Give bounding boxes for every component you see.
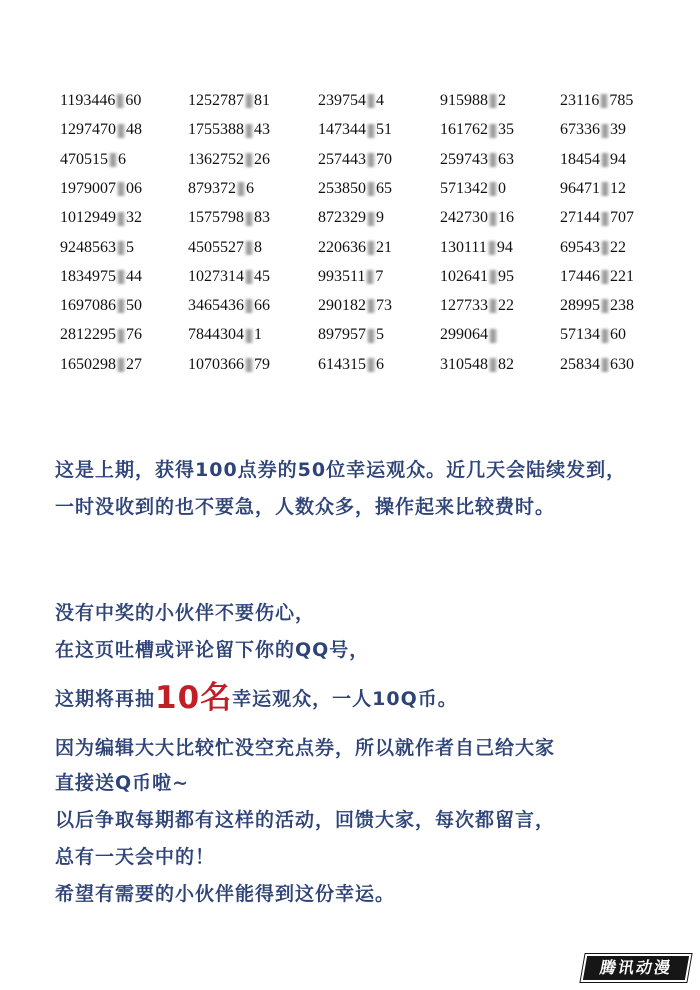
mosaic-mask bbox=[489, 124, 497, 138]
qq-number-prefix: 1834975 bbox=[60, 267, 116, 285]
invitation-line: 以后争取每期都有这样的活动，回馈大家，每次都留言， bbox=[55, 809, 556, 831]
masked-qq-number bbox=[560, 297, 634, 315]
invitation-line-prize bbox=[55, 672, 458, 717]
qq-number-suffix: 22 bbox=[498, 297, 514, 315]
mosaic-mask bbox=[367, 241, 375, 255]
mosaic-mask bbox=[117, 358, 125, 372]
masked-qq-number bbox=[188, 356, 270, 374]
mosaic-mask bbox=[367, 153, 375, 167]
masked-qq-number bbox=[318, 268, 383, 286]
qq-number-prefix: 23116 bbox=[560, 92, 600, 109]
qq-number-suffix: 76 bbox=[126, 326, 142, 344]
mosaic-mask bbox=[245, 241, 253, 255]
mosaic-mask bbox=[245, 153, 253, 167]
qq-number-suffix: 79 bbox=[254, 355, 270, 373]
masked-qq-number bbox=[440, 209, 514, 227]
qq-number-prefix: 915988 bbox=[440, 92, 488, 109]
qq-number-suffix: 63 bbox=[498, 150, 514, 168]
masked-qq-number bbox=[60, 92, 141, 110]
qq-number-suffix: 7 bbox=[375, 267, 384, 285]
watermark-text: 腾讯动漫 bbox=[598, 958, 674, 977]
masked-qq-number bbox=[188, 297, 270, 315]
qq-number-suffix: 2 bbox=[498, 92, 506, 109]
mosaic-mask bbox=[489, 270, 497, 284]
qq-number-prefix: 290182 bbox=[318, 297, 366, 315]
mosaic-mask bbox=[601, 241, 609, 255]
mosaic-mask bbox=[367, 94, 375, 108]
mosaic-mask bbox=[601, 182, 609, 196]
masked-qq-number bbox=[560, 356, 634, 374]
masked-qq-number bbox=[188, 180, 254, 198]
masked-qq-number bbox=[60, 151, 126, 169]
masked-qq-number bbox=[560, 151, 626, 169]
qq-number-prefix: 161762 bbox=[440, 121, 488, 139]
qq-number-prefix: 242730 bbox=[440, 209, 488, 227]
qq-number-prefix: 17446 bbox=[560, 267, 600, 285]
qq-number-suffix: 35 bbox=[498, 121, 514, 139]
masked-qq-number bbox=[440, 297, 514, 315]
mosaic-mask bbox=[117, 182, 125, 196]
qq-number-suffix: 45 bbox=[254, 267, 270, 285]
qq-number-prefix: 571342 bbox=[440, 179, 488, 197]
prize-text-after: 幸运观众，一人10Q币。 bbox=[232, 688, 458, 710]
invitation-line: 因为编辑大大比较忙没空充点券，所以就作者自己给大家 bbox=[55, 737, 556, 759]
mosaic-mask bbox=[117, 124, 125, 138]
qq-number-prefix: 1755388 bbox=[188, 121, 244, 139]
qq-number-prefix: 1979007 bbox=[60, 179, 116, 197]
qq-number-prefix: 69543 bbox=[560, 238, 600, 256]
mosaic-mask bbox=[367, 124, 375, 138]
qq-number-prefix: 1070366 bbox=[188, 355, 244, 373]
masked-qq-number bbox=[60, 180, 142, 198]
invitation-line: 希望有需要的小伙伴能得到这份幸运。 bbox=[55, 883, 396, 905]
masked-qq-number bbox=[318, 239, 392, 257]
qq-number-prefix: 993511 bbox=[318, 267, 366, 285]
qq-number-suffix: 238 bbox=[610, 297, 634, 315]
invitation-line: 总有一天会中的！ bbox=[55, 846, 216, 868]
qq-number-prefix: 1252787 bbox=[188, 92, 244, 109]
masked-qq-number bbox=[560, 209, 634, 227]
mosaic-mask bbox=[117, 329, 125, 343]
qq-number-prefix: 2812295 bbox=[60, 326, 116, 344]
mosaic-mask bbox=[245, 212, 253, 226]
qq-number-suffix: 82 bbox=[498, 355, 514, 373]
invitation-line: 直接送Q币啦~ bbox=[55, 772, 190, 794]
qq-number-prefix: 259743 bbox=[440, 150, 488, 168]
masked-qq-number bbox=[440, 121, 514, 139]
mosaic-mask bbox=[367, 299, 375, 313]
mosaic-mask bbox=[245, 329, 253, 343]
mosaic-mask bbox=[367, 182, 375, 196]
masked-qq-number bbox=[188, 121, 270, 139]
qq-number-prefix: 1575798 bbox=[188, 209, 244, 227]
masked-qq-number bbox=[440, 268, 514, 286]
qq-number-suffix: 6 bbox=[118, 150, 126, 168]
masked-qq-number bbox=[60, 209, 142, 227]
qq-number-prefix: 28995 bbox=[560, 297, 600, 315]
qq-number-prefix: 253850 bbox=[318, 179, 366, 197]
qq-number-suffix: 60 bbox=[125, 92, 142, 109]
masked-qq-number bbox=[188, 92, 270, 110]
qq-number-suffix: 32 bbox=[126, 209, 142, 227]
masked-qq-number bbox=[440, 326, 498, 344]
qq-number-prefix: 257443 bbox=[318, 150, 366, 168]
masked-qq-number bbox=[188, 326, 262, 344]
announcement-line: 一时没收到的也不要急，人数众多，操作起来比较费时。 bbox=[55, 496, 556, 518]
qq-number-prefix: 9248563 bbox=[60, 238, 116, 256]
mosaic-mask bbox=[245, 358, 253, 372]
qq-number-suffix: 94 bbox=[610, 150, 626, 168]
qq-number-prefix: 96471 bbox=[560, 179, 600, 197]
qq-number-suffix: 6 bbox=[246, 179, 254, 197]
qq-number-prefix: 299064 bbox=[440, 326, 488, 344]
mosaic-mask bbox=[117, 241, 125, 255]
masked-qq-number bbox=[188, 239, 262, 257]
qq-number-suffix: 81 bbox=[254, 92, 270, 109]
masked-qq-number bbox=[188, 268, 270, 286]
mosaic-mask bbox=[116, 94, 124, 108]
qq-number-prefix: 1193446 bbox=[60, 92, 116, 109]
qq-number-suffix: 12 bbox=[610, 179, 626, 197]
qq-number-prefix: 67336 bbox=[560, 121, 600, 139]
invitation-line: 在这页吐槽或评论留下你的QQ号， bbox=[55, 639, 370, 661]
qq-number-suffix: 60 bbox=[610, 326, 626, 344]
qq-number-suffix: 9 bbox=[376, 209, 384, 227]
qq-number-suffix: 21 bbox=[376, 238, 392, 256]
masked-qq-number bbox=[560, 268, 634, 286]
qq-number-suffix: 51 bbox=[376, 121, 392, 139]
masked-qq-number bbox=[318, 209, 384, 227]
announcement-line: 这是上期，获得100点券的50位幸运观众。近几天会陆续发到， bbox=[55, 459, 627, 481]
qq-number-prefix: 25834 bbox=[560, 355, 600, 373]
mosaic-mask bbox=[489, 358, 497, 372]
mosaic-mask bbox=[488, 241, 496, 255]
masked-qq-number bbox=[440, 151, 514, 169]
qq-number-suffix: 83 bbox=[254, 209, 270, 227]
qq-number-prefix: 102641 bbox=[440, 267, 488, 285]
qq-number-suffix: 630 bbox=[610, 355, 634, 373]
masked-qq-number bbox=[60, 356, 142, 374]
qq-number-suffix: 48 bbox=[126, 121, 142, 139]
masked-qq-number bbox=[318, 356, 384, 374]
qq-number-suffix: 1 bbox=[254, 326, 262, 344]
masked-qq-number bbox=[318, 326, 384, 344]
qq-number-suffix: 43 bbox=[254, 121, 270, 139]
qq-number-prefix: 3465436 bbox=[188, 297, 244, 315]
qq-number-prefix: 1297470 bbox=[60, 121, 116, 139]
mosaic-mask bbox=[489, 212, 497, 226]
qq-number-prefix: 127733 bbox=[440, 297, 488, 315]
mosaic-mask bbox=[489, 329, 497, 343]
qq-number-prefix: 310548 bbox=[440, 355, 488, 373]
qq-number-prefix: 27144 bbox=[560, 209, 600, 227]
mosaic-mask bbox=[601, 299, 609, 313]
masked-qq-number bbox=[440, 239, 513, 257]
mosaic-mask bbox=[117, 270, 125, 284]
masked-qq-number bbox=[440, 92, 506, 110]
mosaic-mask bbox=[601, 270, 609, 284]
qq-number-suffix: 95 bbox=[498, 267, 514, 285]
qq-number-prefix: 7844304 bbox=[188, 326, 244, 344]
qq-number-suffix: 16 bbox=[498, 209, 514, 227]
mosaic-mask bbox=[245, 94, 253, 108]
masked-qq-number bbox=[60, 121, 142, 139]
masked-qq-number bbox=[560, 239, 626, 257]
qq-number-suffix: 06 bbox=[126, 179, 142, 197]
qq-number-suffix: 22 bbox=[610, 238, 626, 256]
qq-number-suffix: 73 bbox=[376, 297, 392, 315]
qq-number-prefix: 4505527 bbox=[188, 238, 244, 256]
qq-number-suffix: 221 bbox=[610, 267, 634, 285]
prize-count-highlight: 10名 bbox=[155, 680, 233, 716]
masked-qq-number bbox=[318, 92, 384, 110]
tencent-comic-watermark-logo bbox=[581, 954, 692, 982]
masked-qq-number bbox=[188, 151, 270, 169]
mosaic-mask bbox=[367, 212, 375, 226]
qq-number-suffix: 44 bbox=[126, 267, 142, 285]
qq-number-prefix: 239754 bbox=[318, 92, 366, 109]
qq-number-suffix: 50 bbox=[126, 297, 142, 315]
masked-qq-number bbox=[318, 151, 392, 169]
masked-qq-number bbox=[60, 239, 134, 257]
qq-number-prefix: 18454 bbox=[560, 150, 600, 168]
qq-number-prefix: 1697086 bbox=[60, 297, 116, 315]
qq-number-prefix: 130111 bbox=[440, 238, 487, 256]
masked-qq-number bbox=[440, 356, 514, 374]
qq-number-suffix: 66 bbox=[254, 297, 270, 315]
qq-number-prefix: 1027314 bbox=[188, 267, 244, 285]
mosaic-mask bbox=[489, 299, 497, 313]
qq-number-suffix: 8 bbox=[254, 238, 262, 256]
qq-number-prefix: 872329 bbox=[318, 209, 366, 227]
mosaic-mask bbox=[601, 153, 609, 167]
masked-qq-number bbox=[560, 180, 626, 198]
mosaic-mask bbox=[601, 212, 609, 226]
invitation-line: 没有中奖的小伙伴不要伤心， bbox=[55, 602, 316, 624]
qq-number-prefix: 897957 bbox=[318, 326, 366, 344]
masked-qq-number bbox=[560, 92, 633, 110]
mosaic-mask bbox=[601, 358, 609, 372]
mosaic-mask bbox=[117, 212, 125, 226]
qq-number-suffix: 39 bbox=[610, 121, 626, 139]
mosaic-mask bbox=[237, 182, 245, 196]
masked-qq-number bbox=[560, 121, 626, 139]
masked-qq-number bbox=[440, 180, 506, 198]
masked-qq-number bbox=[188, 209, 270, 227]
mosaic-mask bbox=[109, 153, 117, 167]
qq-number-suffix: 70 bbox=[376, 150, 392, 168]
qq-number-suffix: 5 bbox=[126, 238, 134, 256]
mosaic-mask bbox=[245, 299, 253, 313]
masked-qq-number bbox=[318, 297, 392, 315]
qq-number-suffix: 785 bbox=[609, 92, 634, 109]
masked-qq-number bbox=[318, 180, 392, 198]
qq-number-suffix: 5 bbox=[376, 326, 384, 344]
mosaic-mask bbox=[367, 358, 375, 372]
masked-qq-number bbox=[60, 297, 142, 315]
qq-number-suffix: 94 bbox=[496, 238, 513, 256]
mosaic-mask bbox=[489, 153, 497, 167]
qq-number-suffix: 707 bbox=[610, 209, 634, 227]
mosaic-mask bbox=[117, 299, 125, 313]
qq-number-suffix: 6 bbox=[376, 355, 384, 373]
prize-text-before: 这期将再抽 bbox=[55, 688, 156, 710]
qq-number-prefix: 470515 bbox=[60, 150, 108, 168]
mosaic-mask bbox=[601, 329, 609, 343]
masked-qq-number bbox=[318, 121, 392, 139]
qq-number-suffix: 27 bbox=[126, 355, 142, 373]
mosaic-mask bbox=[367, 329, 375, 343]
mosaic-mask bbox=[366, 270, 374, 284]
qq-number-prefix: 1650298 bbox=[60, 355, 116, 373]
mosaic-mask bbox=[245, 124, 253, 138]
mosaic-mask bbox=[601, 124, 609, 138]
masked-qq-number bbox=[60, 326, 142, 344]
qq-number-suffix: 0 bbox=[498, 179, 506, 197]
qq-number-prefix: 147344 bbox=[318, 121, 366, 139]
qq-number-suffix: 4 bbox=[376, 92, 384, 109]
masked-qq-number bbox=[560, 326, 626, 344]
mosaic-mask bbox=[245, 270, 253, 284]
qq-number-prefix: 1012949 bbox=[60, 209, 116, 227]
mosaic-mask bbox=[489, 182, 497, 196]
masked-qq-number bbox=[60, 268, 142, 286]
qq-number-prefix: 614315 bbox=[318, 355, 366, 373]
qq-number-prefix: 1362752 bbox=[188, 150, 244, 168]
mosaic-mask bbox=[489, 94, 497, 108]
qq-number-prefix: 879372 bbox=[188, 179, 236, 197]
qq-number-suffix: 26 bbox=[254, 150, 270, 168]
mosaic-mask bbox=[600, 94, 608, 108]
qq-number-prefix: 220636 bbox=[318, 238, 366, 256]
qq-number-prefix: 57134 bbox=[560, 326, 600, 344]
qq-number-suffix: 65 bbox=[376, 179, 392, 197]
